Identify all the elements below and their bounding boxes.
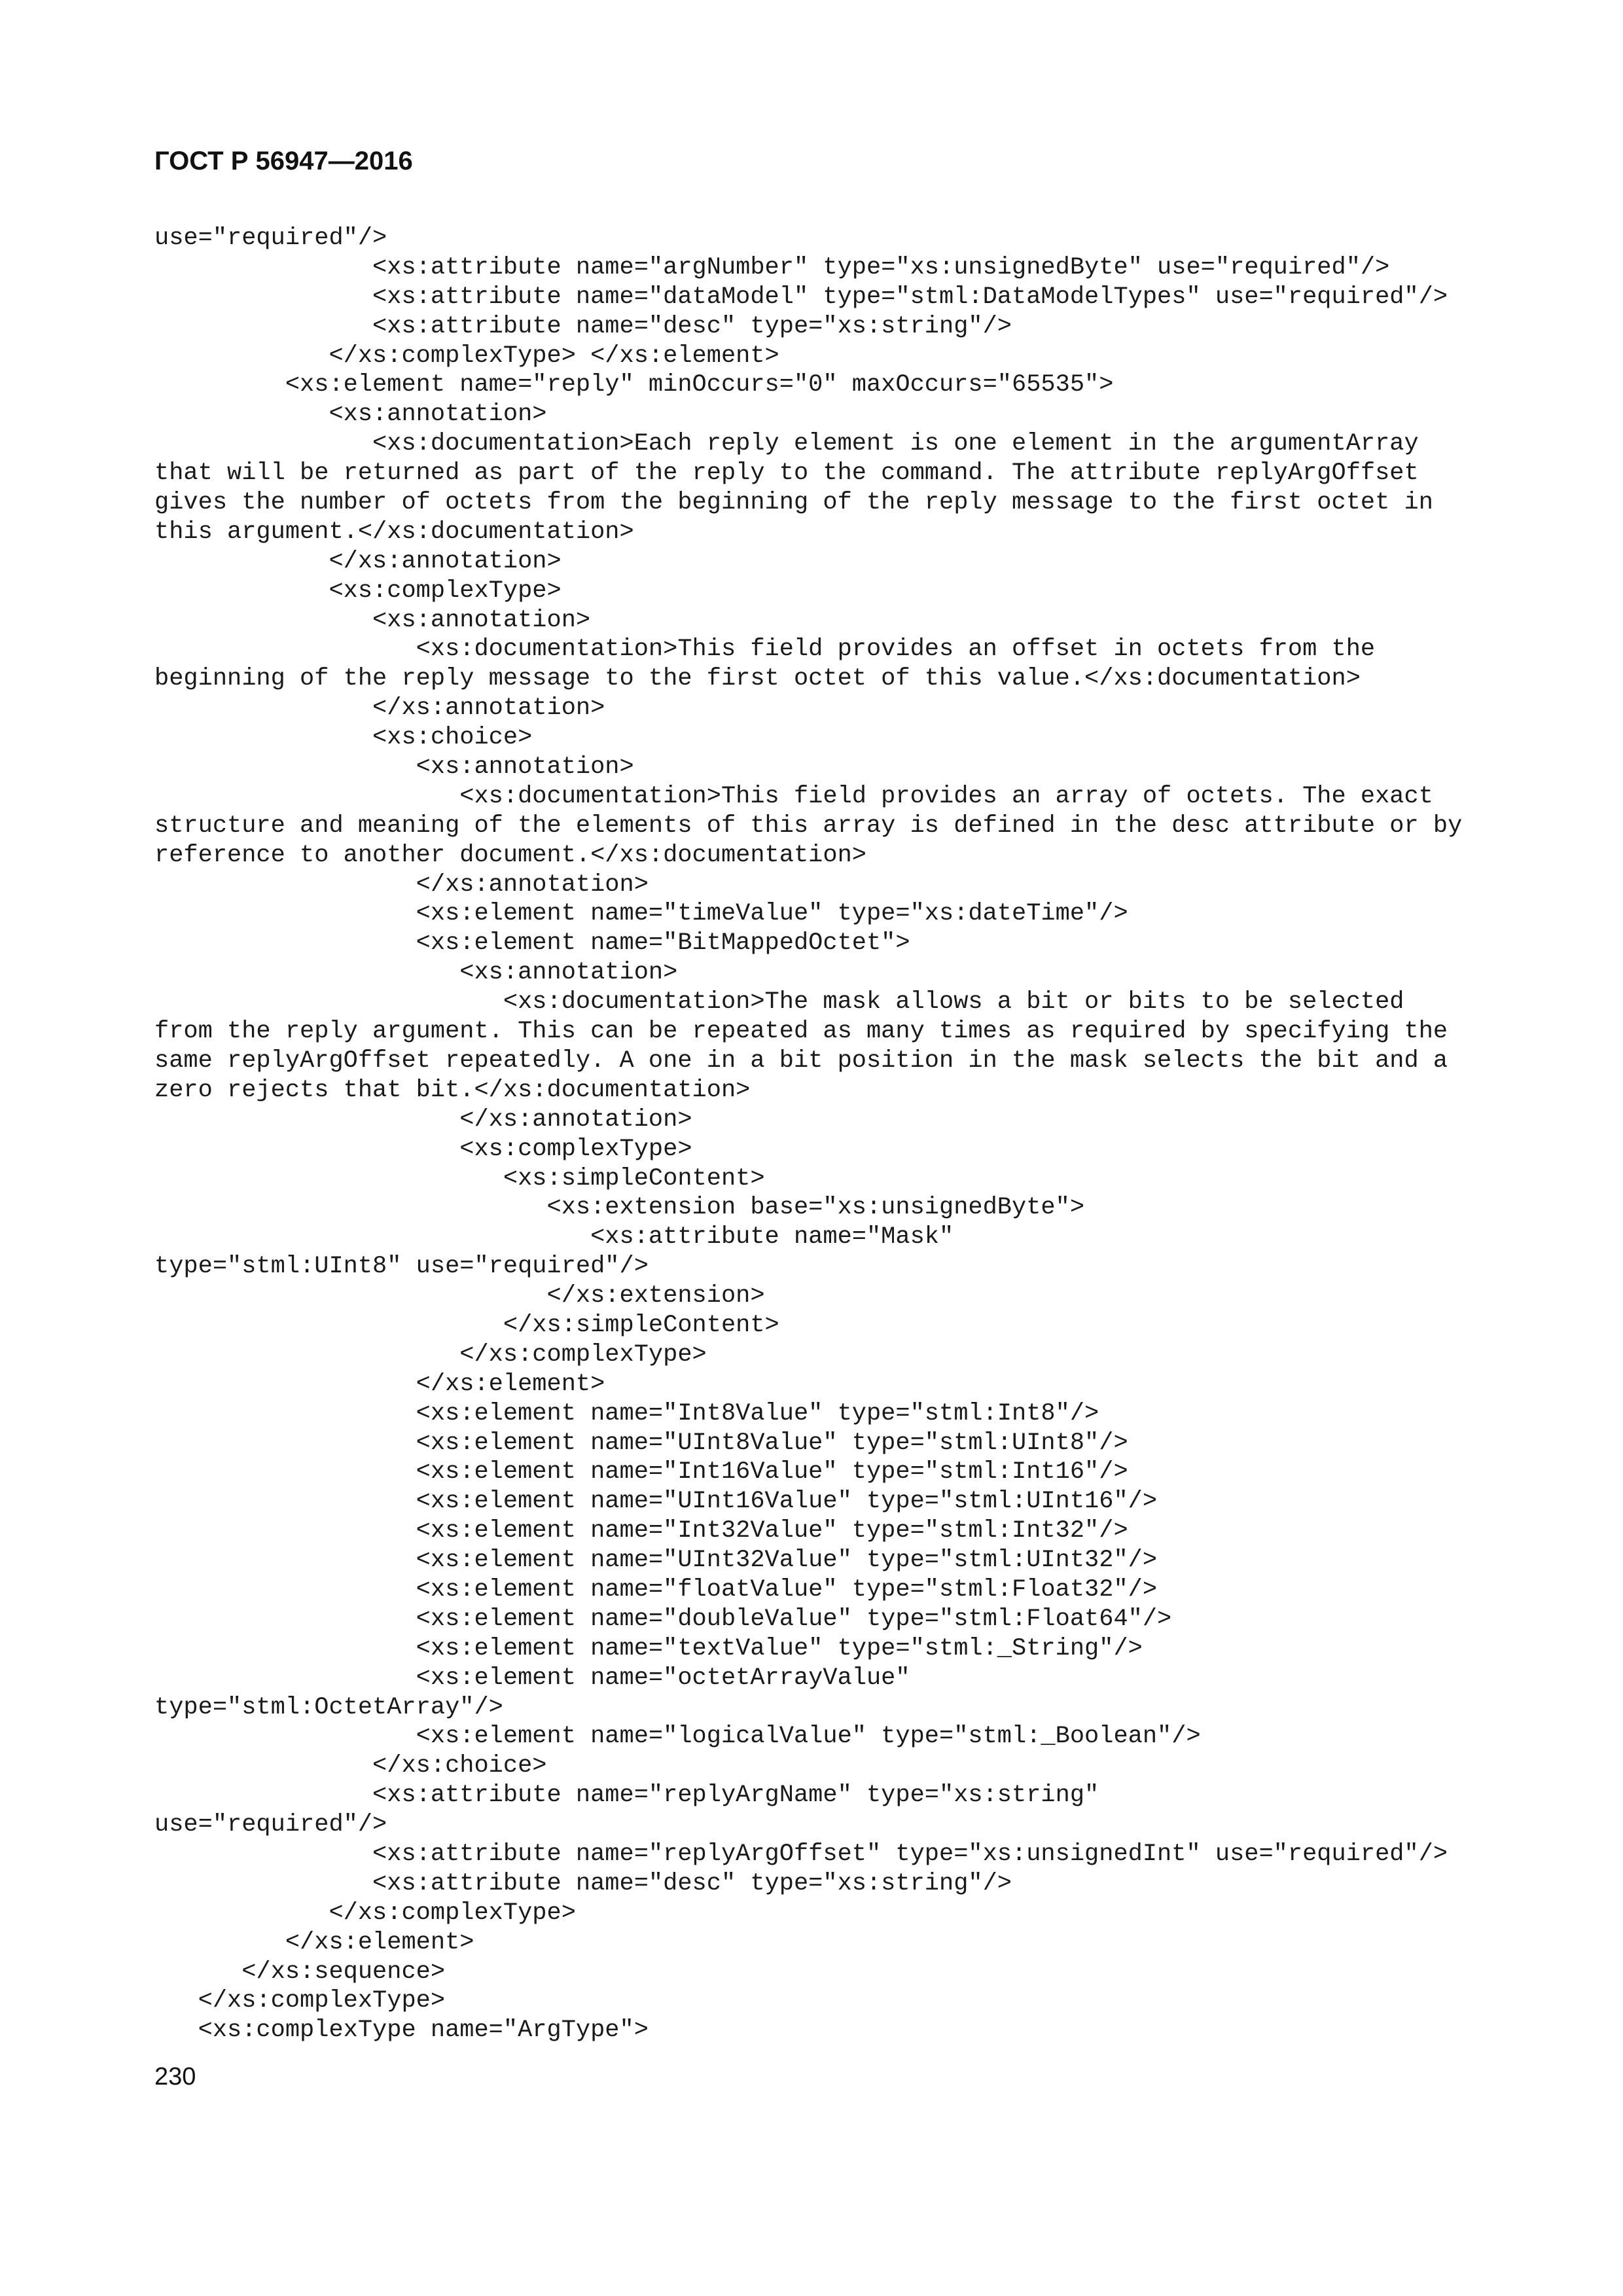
page-number: 230 bbox=[154, 2063, 196, 2090]
code-line: beginning of the reply message to the first octet of this value.</xs:documentation> bbox=[154, 665, 1361, 693]
code-line: <xs:complexType> bbox=[154, 577, 562, 605]
code-line: <xs:element name="Int16Value" type="stml:Int16"/> bbox=[154, 1458, 1128, 1486]
code-line: </xs:annotation> bbox=[154, 694, 605, 723]
code-line: </xs:simpleContent> bbox=[154, 1311, 779, 1339]
code-line: <xs:complexType name="ArgType"> bbox=[154, 2017, 649, 2045]
code-line: <xs:element name="UInt16Value" type="stml:UInt16"/> bbox=[154, 1488, 1158, 1516]
code-line: <xs:element name="Int32Value" type="stml:Int32"/> bbox=[154, 1517, 1128, 1545]
code-line: <xs:element name="UInt32Value" type="stml:UInt32"/> bbox=[154, 1547, 1158, 1575]
code-line: <xs:choice> bbox=[154, 724, 533, 752]
code-line: </xs:extension> bbox=[154, 1282, 765, 1310]
code-line: <xs:element name="octetArrayValue" bbox=[154, 1664, 910, 1692]
code-line: <xs:attribute name="replyArgName" type="xs:string" bbox=[154, 1782, 1099, 1810]
code-line: <xs:element name="floatValue" type="stml:Float32"/> bbox=[154, 1575, 1158, 1604]
code-line: <xs:element name="reply" minOccurs="0" maxOccurs="65535"> bbox=[154, 371, 1114, 399]
code-line: </xs:element> bbox=[154, 1370, 605, 1398]
code-line: <xs:element name="Int8Value" type="stml:Int8"/> bbox=[154, 1399, 1099, 1427]
code-line: </xs:complexType> bbox=[154, 1987, 446, 2015]
xml-schema-listing bbox=[154, 224, 1483, 2045]
code-line: <xs:element name="logicalValue" type="stml:_Boolean"/> bbox=[154, 1723, 1201, 1751]
code-line: </xs:annotation> bbox=[154, 870, 649, 899]
code-line: type="stml:OctetArray"/> bbox=[154, 1693, 503, 1721]
code-line: <xs:attribute name="desc" type="xs:string"/> bbox=[154, 312, 1012, 340]
code-line: <xs:complexType> bbox=[154, 1135, 692, 1163]
code-line: </xs:annotation> bbox=[154, 1105, 692, 1134]
code-line: <xs:extension base="xs:unsignedByte"> bbox=[154, 1194, 1085, 1222]
code-line: this argument.</xs:documentation> bbox=[154, 518, 634, 546]
code-line: <xs:attribute name="dataModel" type="stml:DataModelTypes" use="required"/> bbox=[154, 283, 1448, 311]
code-line: <xs:element name="BitMappedOctet"> bbox=[154, 929, 910, 958]
code-line: <xs:attribute name="desc" type="xs:string"/> bbox=[154, 1869, 1012, 1897]
code-line: that will be returned as part of the reply to the command. The attribute replyArgOffset bbox=[154, 459, 1419, 488]
code-line: <xs:simpleContent> bbox=[154, 1164, 765, 1193]
code-line: </xs:annotation> bbox=[154, 547, 562, 575]
code-line: <xs:attribute name="Mask" bbox=[154, 1223, 954, 1251]
code-line: <xs:element name="doubleValue" type="stml:Float64"/> bbox=[154, 1605, 1172, 1633]
code-line: </xs:complexType> bbox=[154, 1340, 707, 1369]
code-line: <xs:element name="textValue" type="stml:_String"/> bbox=[154, 1634, 1143, 1662]
code-line: <xs:annotation> bbox=[154, 401, 547, 429]
code-line: </xs:sequence> bbox=[154, 1958, 446, 1986]
code-line: <xs:documentation>This field provides an array of octets. The exact bbox=[154, 782, 1433, 810]
code-line: <xs:element name="UInt8Value" type="stml:UInt8"/> bbox=[154, 1429, 1128, 1457]
code-line: <xs:documentation>Each reply element is one element in the argumentArray bbox=[154, 430, 1419, 458]
code-line: from the reply argument. This can be repeated as many times as required by specifying the bbox=[154, 1018, 1448, 1046]
code-line: </xs:choice> bbox=[154, 1752, 547, 1780]
code-line: <xs:documentation>This field provides an offset in octets from the bbox=[154, 636, 1376, 664]
code-line: </xs:complexType> bbox=[154, 1899, 576, 1927]
document-header: ГОСТ Р 56947—2016 bbox=[154, 147, 413, 175]
code-line: <xs:attribute name="argNumber" type="xs:unsignedByte" use="required"/> bbox=[154, 253, 1390, 281]
code-line: </xs:complexType> </xs:element> bbox=[154, 342, 779, 370]
code-line: gives the number of octets from the beginning of the reply message to the first octet in bbox=[154, 489, 1433, 517]
code-line: use="required"/> bbox=[154, 224, 387, 252]
code-line: <xs:element name="timeValue" type="xs:dateTime"/> bbox=[154, 900, 1128, 928]
code-line: same replyArgOffset repeatedly. A one in a bit position in the mask selects the bit and a bbox=[154, 1047, 1448, 1075]
code-line: zero rejects that bit.</xs:documentation> bbox=[154, 1076, 751, 1104]
code-line: type="stml:UInt8" use="required"/> bbox=[154, 1253, 649, 1281]
code-line: <xs:annotation> bbox=[154, 753, 634, 781]
code-line: </xs:element> bbox=[154, 1928, 474, 1956]
code-line: <xs:attribute name="replyArgOffset" type="xs:unsignedInt" use="required"/> bbox=[154, 1840, 1448, 1868]
code-line: <xs:documentation>The mask allows a bit or bits to be selected bbox=[154, 988, 1404, 1016]
code-line: <xs:annotation> bbox=[154, 606, 591, 634]
code-line: structure and meaning of the elements of this array is defined in the desc attribute or by bbox=[154, 812, 1463, 840]
code-line: reference to another document.</xs:documentation> bbox=[154, 841, 866, 869]
code-line: <xs:annotation> bbox=[154, 959, 678, 987]
code-line: use="required"/> bbox=[154, 1811, 387, 1839]
